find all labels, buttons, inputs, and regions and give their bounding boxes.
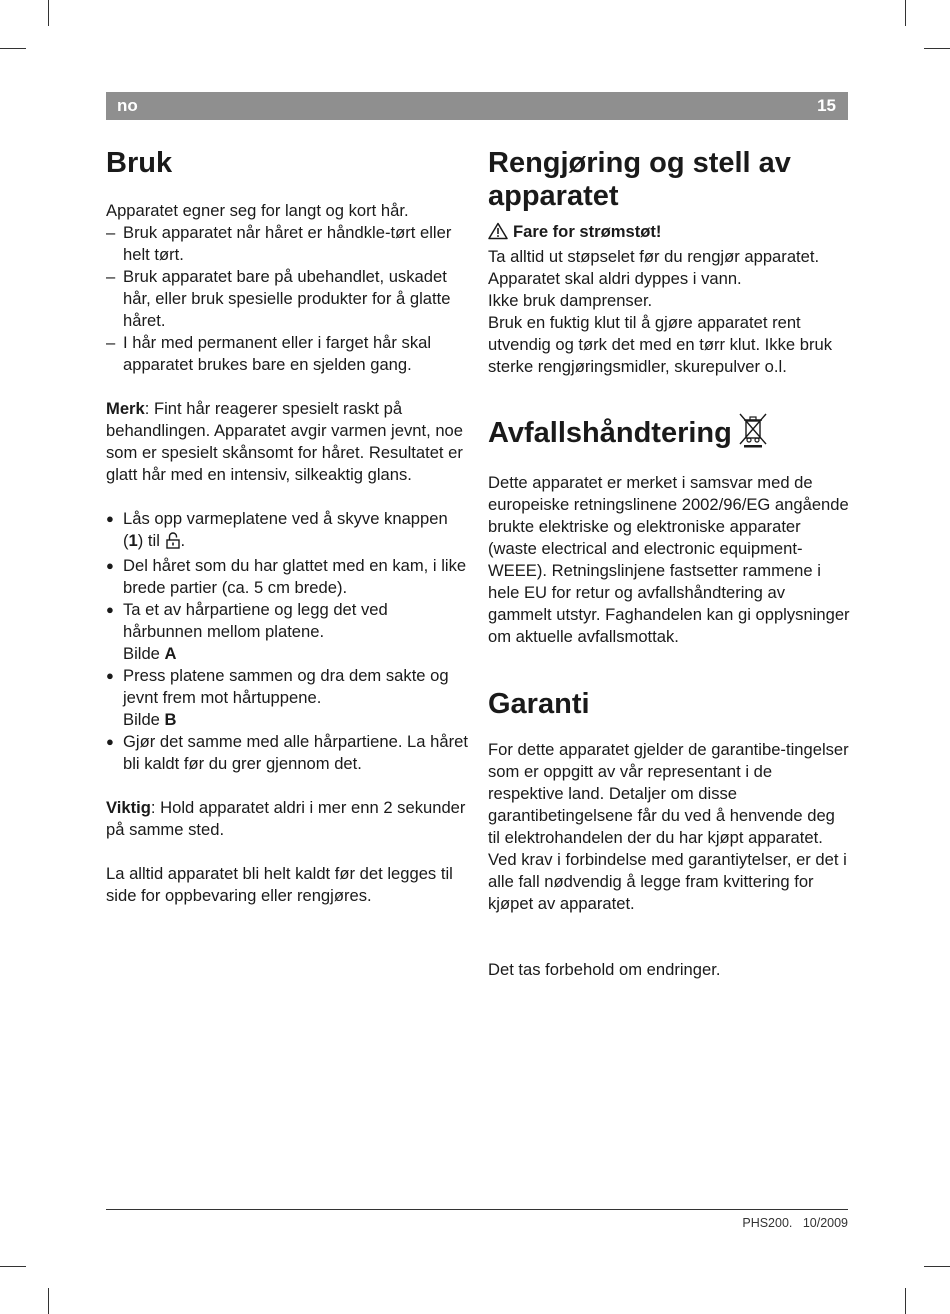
warning-triangle-icon [488, 222, 508, 246]
section-title-garanti: Garanti [488, 688, 590, 720]
list-item: ● Gjør det samme med alle hårpartiene. La håret bli kaldt før du grer gjennom det. [106, 731, 468, 775]
figure-ref: B [164, 710, 177, 729]
figure-label: Bilde [123, 644, 165, 663]
crop-mark [905, 0, 906, 26]
garanti-text: For dette apparatet gjelder de garantibe-tingelser som er oppgitt av vår representant i de respektive land. Detaljer om disse garantibetingelsene får du ved å henvende deg til elektrohandelen der du har kjøpt apparatet. Ved krav i forbindelse med garantiytelser, er det i alle fall nødvendig å legge fram kvittering for kjøpet av apparatet. [488, 740, 849, 913]
list-item: – Bruk apparatet bare på ubehandlet, uskadet hår, eller bruk spesielle produkter for å glatte håret. [106, 266, 468, 332]
step-text: ) til [137, 531, 165, 550]
garanti-closing: Det tas forbehold om endringer. [488, 960, 721, 979]
avfall-title-text: Avfallshåndtering [488, 417, 732, 449]
avfall-text: Dette apparatet er merket i samsvar med de europeiske retningslinene 2002/96/EG angående brukte elektriske og elektroniske apparater (waste electrical and electronic equipment-WEEE). Retningslinjene fastsetter rammene i hele EU for retur og avfallshåndtering av gammelt utstyr. Faghandelen kan gi opplysninger om aktuelle avfallsmottak. [488, 473, 850, 646]
footer-model: PHS200. [742, 1216, 793, 1230]
bruk-important [106, 797, 468, 841]
crop-mark [924, 1266, 950, 1267]
section-title-bruk: Bruk [106, 147, 173, 179]
unlock-icon [166, 532, 180, 555]
list-item: – I hår med permanent eller i farget hår skal apparatet brukes bare en sjelden gang. [106, 332, 468, 376]
right-column [488, 145, 850, 981]
crop-mark [48, 0, 49, 26]
crop-mark [48, 1288, 49, 1314]
page-header [106, 92, 848, 120]
crop-mark [0, 1266, 26, 1267]
crop-mark [924, 48, 950, 49]
bruk-closing: La alltid apparatet bli helt kaldt før det legges til side for oppbevaring eller rengjøres. [106, 864, 453, 905]
step-text: Ta et av hårpartiene og legg det ved hårbunnen mellom platene. [123, 600, 388, 641]
section-title-avfall [488, 412, 850, 456]
bruk-dash-list [106, 222, 468, 376]
left-column [106, 145, 468, 907]
rengjoring-line: Apparatet skal aldri dyppes i vann. [488, 269, 742, 288]
crop-mark [0, 48, 26, 49]
footer-divider [106, 1209, 848, 1210]
important-text: : Hold apparatet aldri i mer enn 2 sekunder på samme sted. [106, 798, 466, 839]
crossed-bin-icon [738, 412, 768, 456]
language-code: no [117, 96, 138, 115]
figure-ref: A [164, 644, 177, 663]
important-label: Viktig [106, 798, 151, 817]
rengjoring-line: Ikke bruk damprenser. [488, 291, 653, 310]
list-item [106, 665, 468, 731]
list-item [106, 508, 468, 555]
page-footer [742, 1216, 848, 1230]
step-text: Lås opp varmeplatene ved å skyve knappen ( [123, 509, 448, 550]
page-number: 15 [817, 96, 836, 115]
step-text: . [180, 531, 186, 550]
button-number: 1 [128, 531, 138, 550]
figure-label: Bilde [123, 710, 165, 729]
bruk-note [106, 398, 468, 486]
warning-text: Fare for strømstøt! [513, 222, 662, 241]
step-text: Press platene sammen og dra dem sakte og jevnt frem mot hårtuppene. [123, 666, 449, 707]
bruk-steps [106, 508, 468, 775]
list-item: ● Del håret som du har glattet med en kam, i like brede partier (ca. 5 cm brede). [106, 555, 468, 599]
footer-date: 10/2009 [802, 1216, 848, 1230]
bruk-intro: Apparatet egner seg for langt og kort hår. [106, 201, 409, 220]
crop-mark [905, 1288, 906, 1314]
note-text: : Fint hår reagerer spesielt raskt på behandlingen. Apparatet avgir varmen jevnt, noe som er spesielt skånsomt for håret. Resultatet er glatt hår med en intensiv, silkeaktig glans. [106, 399, 464, 484]
section-title-rengjoring: Rengjøring og stell av apparatet [488, 147, 791, 212]
list-item [106, 599, 468, 665]
rengjoring-line: Ta alltid ut støpselet før du rengjør apparatet. [488, 247, 820, 266]
rengjoring-line: Bruk en fuktig klut til å gjøre apparatet rent utvendig og tørk det med en tørr klut. Ikke bruk sterke rengjøringsmidler, skurepulver o.l. [488, 313, 833, 376]
list-item: – Bruk apparatet når håret er håndkle-tørt eller helt tørt. [106, 222, 468, 266]
note-label: Merk [106, 399, 145, 418]
warning-line [488, 221, 850, 246]
